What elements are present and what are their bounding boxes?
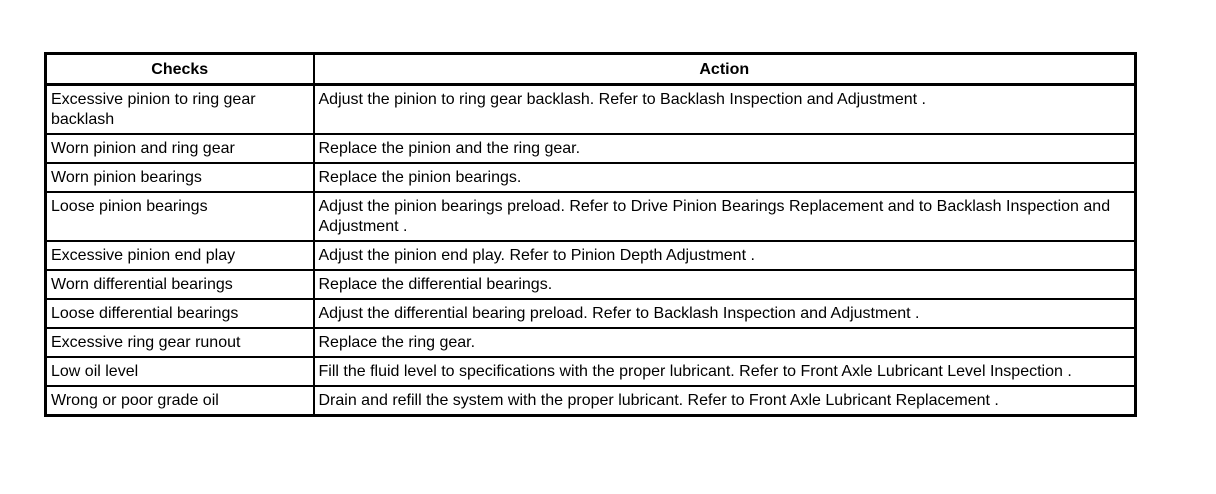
checks-column-header: Checks [46, 54, 314, 85]
action-column-header: Action [314, 54, 1136, 85]
action-cell: Replace the pinion bearings. [314, 163, 1136, 192]
table-row [46, 270, 1136, 299]
table-row [46, 299, 1136, 328]
check-cell: Excessive pinion to ring gear backlash [46, 85, 314, 135]
table-row [46, 134, 1136, 163]
action-cell: Fill the fluid level to specifications with the proper lubricant. Refer to Front Axle Lubricant Level Inspection . [314, 357, 1136, 386]
table-row [46, 386, 1136, 416]
table-row [46, 328, 1136, 357]
diagnostic-table [44, 52, 1137, 417]
check-cell: Excessive pinion end play [46, 241, 314, 270]
table-row [46, 241, 1136, 270]
table-row [46, 85, 1136, 135]
action-cell: Adjust the pinion to ring gear backlash. Refer to Backlash Inspection and Adjustment . [314, 85, 1136, 135]
table-row [46, 163, 1136, 192]
action-cell: Adjust the differential bearing preload. Refer to Backlash Inspection and Adjustment . [314, 299, 1136, 328]
action-cell: Replace the ring gear. [314, 328, 1136, 357]
action-cell: Adjust the pinion bearings preload. Refer to Drive Pinion Bearings Replacement and to Backlash Inspection and Adjustment . [314, 192, 1136, 241]
action-cell: Adjust the pinion end play. Refer to Pinion Depth Adjustment . [314, 241, 1136, 270]
check-cell: Wrong or poor grade oil [46, 386, 314, 416]
check-cell: Worn differential bearings [46, 270, 314, 299]
check-cell: Worn pinion bearings [46, 163, 314, 192]
action-cell: Replace the differential bearings. [314, 270, 1136, 299]
check-cell: Loose pinion bearings [46, 192, 314, 241]
action-cell: Drain and refill the system with the proper lubricant. Refer to Front Axle Lubricant Replacement . [314, 386, 1136, 416]
table-header-row [46, 54, 1136, 85]
table-row [46, 357, 1136, 386]
table-row [46, 192, 1136, 241]
check-cell: Low oil level [46, 357, 314, 386]
check-cell: Excessive ring gear runout [46, 328, 314, 357]
action-cell: Replace the pinion and the ring gear. [314, 134, 1136, 163]
check-cell: Loose differential bearings [46, 299, 314, 328]
check-cell: Worn pinion and ring gear [46, 134, 314, 163]
